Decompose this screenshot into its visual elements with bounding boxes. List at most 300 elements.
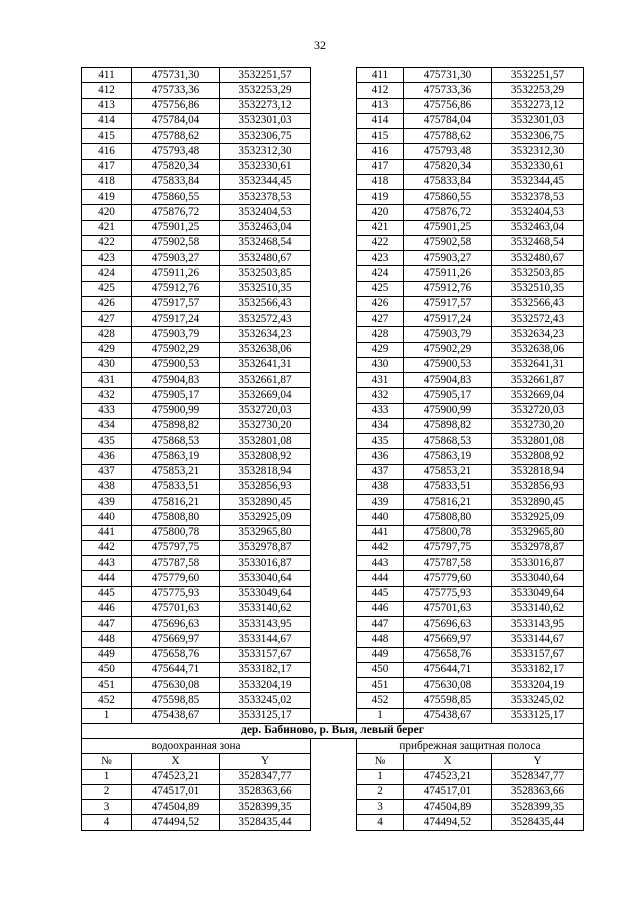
column-gap <box>311 388 357 403</box>
x-coordinate-cell: 475904,83 <box>404 373 492 388</box>
table-row <box>82 586 584 601</box>
x-coordinate-cell: 475438,67 <box>132 708 220 723</box>
x-coordinate-cell: 474494,52 <box>404 815 492 830</box>
point-number-cell: 423 <box>357 251 404 266</box>
column-header-number: № <box>82 754 132 769</box>
x-coordinate-cell: 475756,86 <box>132 98 220 113</box>
point-number-cell: 427 <box>357 312 404 327</box>
point-number-cell: 412 <box>357 83 404 98</box>
x-coordinate-cell: 475598,85 <box>404 693 492 708</box>
point-number-cell: 427 <box>82 312 132 327</box>
table-row <box>82 525 584 540</box>
point-number-cell: 443 <box>357 556 404 571</box>
x-coordinate-cell: 475779,60 <box>404 571 492 586</box>
y-coordinate-cell: 3533125,17 <box>220 708 311 723</box>
point-number-cell: 431 <box>82 373 132 388</box>
x-coordinate-cell: 475793,48 <box>132 144 220 159</box>
y-coordinate-cell: 3533049,64 <box>220 586 311 601</box>
point-number-cell: 414 <box>357 113 404 128</box>
column-gap <box>311 357 357 372</box>
y-coordinate-cell: 3532856,93 <box>220 479 311 494</box>
x-coordinate-cell: 475901,25 <box>132 220 220 235</box>
point-number-cell: 429 <box>82 342 132 357</box>
y-coordinate-cell: 3533040,64 <box>492 571 584 586</box>
y-coordinate-cell: 3532480,67 <box>492 251 584 266</box>
table-row <box>82 251 584 266</box>
y-coordinate-cell: 3532634,23 <box>220 327 311 342</box>
point-number-cell: 421 <box>357 220 404 235</box>
y-coordinate-cell: 3532330,61 <box>220 159 311 174</box>
y-coordinate-cell: 3532301,03 <box>492 113 584 128</box>
x-coordinate-cell: 474523,21 <box>404 769 492 784</box>
y-coordinate-cell: 3532330,61 <box>492 159 584 174</box>
column-gap <box>311 647 357 662</box>
table-row <box>82 403 584 418</box>
section-title: дер. Бабиново, р. Выя, левый берег <box>82 723 584 738</box>
point-number-cell: 432 <box>82 388 132 403</box>
column-gap <box>311 662 357 677</box>
point-number-cell: 447 <box>357 617 404 632</box>
point-number-cell: 4 <box>82 815 132 830</box>
point-number-cell: 424 <box>82 266 132 281</box>
column-gap <box>311 586 357 601</box>
point-number-cell: 422 <box>357 235 404 250</box>
x-coordinate-cell: 474517,01 <box>404 784 492 799</box>
point-number-cell: 414 <box>82 113 132 128</box>
x-coordinate-cell: 475911,26 <box>132 266 220 281</box>
y-coordinate-cell: 3532566,43 <box>492 296 584 311</box>
x-coordinate-cell: 475900,99 <box>404 403 492 418</box>
point-number-cell: 450 <box>82 662 132 677</box>
x-coordinate-cell: 475900,53 <box>404 357 492 372</box>
column-gap <box>311 98 357 113</box>
column-gap <box>311 784 357 799</box>
point-number-cell: 1 <box>357 708 404 723</box>
point-number-cell: 449 <box>82 647 132 662</box>
y-coordinate-cell: 3533245,02 <box>220 693 311 708</box>
y-coordinate-cell: 3528347,77 <box>220 769 311 784</box>
table-row <box>82 144 584 159</box>
point-number-cell: 3 <box>357 800 404 815</box>
y-coordinate-cell: 3532253,29 <box>220 83 311 98</box>
point-number-cell: 434 <box>357 418 404 433</box>
x-coordinate-cell: 475898,82 <box>404 418 492 433</box>
x-coordinate-cell: 475800,78 <box>132 525 220 540</box>
table-row <box>82 113 584 128</box>
y-coordinate-cell: 3533140,62 <box>220 601 311 616</box>
point-number-cell: 422 <box>82 235 132 250</box>
point-number-cell: 434 <box>82 418 132 433</box>
y-coordinate-cell: 3533049,64 <box>492 586 584 601</box>
table-row <box>82 769 584 784</box>
point-number-cell: 428 <box>357 327 404 342</box>
point-number-cell: 447 <box>82 617 132 632</box>
point-number-cell: 442 <box>82 540 132 555</box>
point-number-cell: 449 <box>357 647 404 662</box>
y-coordinate-cell: 3532661,87 <box>492 373 584 388</box>
x-coordinate-cell: 475863,19 <box>132 449 220 464</box>
column-gap <box>311 495 357 510</box>
column-gap <box>311 113 357 128</box>
y-coordinate-cell: 3533143,95 <box>220 617 311 632</box>
table-row <box>82 327 584 342</box>
point-number-cell: 450 <box>357 662 404 677</box>
point-number-cell: 431 <box>357 373 404 388</box>
point-number-cell: 445 <box>82 586 132 601</box>
x-coordinate-cell: 475912,76 <box>132 281 220 296</box>
table-row <box>82 190 584 205</box>
x-coordinate-cell: 475779,60 <box>132 571 220 586</box>
table-row <box>82 266 584 281</box>
y-coordinate-cell: 3532468,54 <box>492 235 584 250</box>
x-coordinate-cell: 475902,29 <box>404 342 492 357</box>
x-coordinate-cell: 475800,78 <box>404 525 492 540</box>
y-coordinate-cell: 3532378,53 <box>492 190 584 205</box>
x-coordinate-cell: 475630,08 <box>404 678 492 693</box>
y-coordinate-cell: 3532801,08 <box>492 434 584 449</box>
x-coordinate-cell: 475669,97 <box>404 632 492 647</box>
subtitle-row <box>82 739 584 754</box>
point-number-cell: 442 <box>357 540 404 555</box>
column-gap <box>311 235 357 250</box>
x-coordinate-cell: 475917,57 <box>404 296 492 311</box>
point-number-cell: 451 <box>82 678 132 693</box>
y-coordinate-cell: 3532572,43 <box>492 312 584 327</box>
table-row <box>82 495 584 510</box>
y-coordinate-cell: 3533245,02 <box>492 693 584 708</box>
y-coordinate-cell: 3532503,85 <box>492 266 584 281</box>
point-number-cell: 425 <box>357 281 404 296</box>
header-row <box>82 754 584 769</box>
column-gap <box>311 83 357 98</box>
column-gap <box>311 251 357 266</box>
x-coordinate-cell: 475833,84 <box>132 174 220 189</box>
column-gap <box>311 800 357 815</box>
point-number-cell: 415 <box>82 129 132 144</box>
table-row <box>82 678 584 693</box>
column-gap <box>311 754 357 769</box>
column-gap <box>311 190 357 205</box>
x-coordinate-cell: 475911,26 <box>404 266 492 281</box>
point-number-cell: 418 <box>82 174 132 189</box>
table-row <box>82 617 584 632</box>
y-coordinate-cell: 3532720,03 <box>492 403 584 418</box>
x-coordinate-cell: 475784,04 <box>132 113 220 128</box>
x-coordinate-cell: 475904,83 <box>132 373 220 388</box>
column-gap <box>311 373 357 388</box>
y-coordinate-cell: 3528399,35 <box>220 800 311 815</box>
x-coordinate-cell: 475788,62 <box>404 129 492 144</box>
point-number-cell: 441 <box>357 525 404 540</box>
column-gap <box>311 601 357 616</box>
x-coordinate-cell: 475868,53 <box>132 434 220 449</box>
x-coordinate-cell: 475902,58 <box>404 235 492 250</box>
point-number-cell: 437 <box>82 464 132 479</box>
x-coordinate-cell: 475793,48 <box>404 144 492 159</box>
x-coordinate-cell: 475917,24 <box>404 312 492 327</box>
column-gap <box>311 556 357 571</box>
point-number-cell: 419 <box>357 190 404 205</box>
column-gap <box>311 510 357 525</box>
x-coordinate-cell: 475701,63 <box>404 601 492 616</box>
table-row <box>82 174 584 189</box>
table-row <box>82 464 584 479</box>
column-gap <box>311 281 357 296</box>
x-coordinate-cell: 475903,27 <box>132 251 220 266</box>
point-number-cell: 446 <box>82 601 132 616</box>
point-number-cell: 451 <box>357 678 404 693</box>
y-coordinate-cell: 3532856,93 <box>492 479 584 494</box>
x-coordinate-cell: 475787,58 <box>404 556 492 571</box>
y-coordinate-cell: 3533157,67 <box>220 647 311 662</box>
point-number-cell: 446 <box>357 601 404 616</box>
column-header-y: Y <box>492 754 584 769</box>
y-coordinate-cell: 3533182,17 <box>220 662 311 677</box>
y-coordinate-cell: 3532634,23 <box>492 327 584 342</box>
y-coordinate-cell: 3533182,17 <box>492 662 584 677</box>
point-number-cell: 448 <box>82 632 132 647</box>
y-coordinate-cell: 3532641,31 <box>492 357 584 372</box>
y-coordinate-cell: 3532965,80 <box>220 525 311 540</box>
point-number-cell: 417 <box>357 159 404 174</box>
column-gap <box>311 769 357 784</box>
point-number-cell: 411 <box>357 68 404 83</box>
point-number-cell: 448 <box>357 632 404 647</box>
x-coordinate-cell: 475658,76 <box>404 647 492 662</box>
x-coordinate-cell: 475644,71 <box>404 662 492 677</box>
y-coordinate-cell: 3532510,35 <box>492 281 584 296</box>
x-coordinate-cell: 475903,27 <box>404 251 492 266</box>
table-row <box>82 556 584 571</box>
table-row <box>82 281 584 296</box>
x-coordinate-cell: 475808,80 <box>404 510 492 525</box>
y-coordinate-cell: 3532404,53 <box>220 205 311 220</box>
x-coordinate-cell: 475696,63 <box>404 617 492 632</box>
x-coordinate-cell: 475733,36 <box>132 83 220 98</box>
x-coordinate-cell: 475833,51 <box>404 479 492 494</box>
x-coordinate-cell: 475644,71 <box>132 662 220 677</box>
x-coordinate-cell: 475820,34 <box>132 159 220 174</box>
column-header-x: X <box>404 754 492 769</box>
x-coordinate-cell: 475438,67 <box>404 708 492 723</box>
y-coordinate-cell: 3528347,77 <box>492 769 584 784</box>
column-gap <box>311 312 357 327</box>
y-coordinate-cell: 3532306,75 <box>220 129 311 144</box>
table-row <box>82 662 584 677</box>
x-coordinate-cell: 475784,04 <box>404 113 492 128</box>
column-gap <box>311 418 357 433</box>
x-coordinate-cell: 475808,80 <box>132 510 220 525</box>
table-row <box>82 159 584 174</box>
x-coordinate-cell: 475833,84 <box>404 174 492 189</box>
y-coordinate-cell: 3533157,67 <box>492 647 584 662</box>
point-number-cell: 412 <box>82 83 132 98</box>
table-row <box>82 571 584 586</box>
y-coordinate-cell: 3532641,31 <box>220 357 311 372</box>
table-row <box>82 540 584 555</box>
point-number-cell: 445 <box>357 586 404 601</box>
column-gap <box>311 327 357 342</box>
column-gap <box>311 449 357 464</box>
x-coordinate-cell: 475917,57 <box>132 296 220 311</box>
y-coordinate-cell: 3532730,20 <box>220 418 311 433</box>
y-coordinate-cell: 3532312,30 <box>492 144 584 159</box>
x-coordinate-cell: 475731,30 <box>404 68 492 83</box>
point-number-cell: 433 <box>82 403 132 418</box>
point-number-cell: 438 <box>82 479 132 494</box>
x-coordinate-cell: 474523,21 <box>132 769 220 784</box>
x-coordinate-cell: 475902,29 <box>132 342 220 357</box>
column-gap <box>311 342 357 357</box>
point-number-cell: 1 <box>357 769 404 784</box>
y-coordinate-cell: 3533040,64 <box>220 571 311 586</box>
x-coordinate-cell: 475733,36 <box>404 83 492 98</box>
point-number-cell: 4 <box>357 815 404 830</box>
column-gap <box>311 815 357 830</box>
point-number-cell: 3 <box>82 800 132 815</box>
y-coordinate-cell: 3532510,35 <box>220 281 311 296</box>
column-gap <box>311 220 357 235</box>
y-coordinate-cell: 3532344,45 <box>492 174 584 189</box>
point-number-cell: 443 <box>82 556 132 571</box>
table-row <box>82 205 584 220</box>
y-coordinate-cell: 3532253,29 <box>492 83 584 98</box>
x-coordinate-cell: 475860,55 <box>132 190 220 205</box>
point-number-cell: 428 <box>82 327 132 342</box>
table-row <box>82 83 584 98</box>
point-number-cell: 411 <box>82 68 132 83</box>
point-number-cell: 433 <box>357 403 404 418</box>
table-row <box>82 632 584 647</box>
table-row <box>82 510 584 525</box>
point-number-cell: 416 <box>82 144 132 159</box>
x-coordinate-cell: 475787,58 <box>132 556 220 571</box>
y-coordinate-cell: 3532978,87 <box>220 540 311 555</box>
y-coordinate-cell: 3532801,08 <box>220 434 311 449</box>
point-number-cell: 439 <box>82 495 132 510</box>
y-coordinate-cell: 3532566,43 <box>220 296 311 311</box>
point-number-cell: 426 <box>82 296 132 311</box>
table-row <box>82 479 584 494</box>
point-number-cell: 425 <box>82 281 132 296</box>
x-coordinate-cell: 475902,58 <box>132 235 220 250</box>
x-coordinate-cell: 474494,52 <box>132 815 220 830</box>
column-header-number: № <box>357 754 404 769</box>
y-coordinate-cell: 3532273,12 <box>220 98 311 113</box>
x-coordinate-cell: 475898,82 <box>132 418 220 433</box>
coordinates-table <box>81 67 584 831</box>
page-number: 32 <box>314 38 326 52</box>
x-coordinate-cell: 475775,93 <box>132 586 220 601</box>
y-coordinate-cell: 3533204,19 <box>220 678 311 693</box>
y-coordinate-cell: 3532463,04 <box>220 220 311 235</box>
point-number-cell: 441 <box>82 525 132 540</box>
y-coordinate-cell: 3532480,67 <box>220 251 311 266</box>
y-coordinate-cell: 3532720,03 <box>220 403 311 418</box>
column-gap <box>311 174 357 189</box>
point-number-cell: 440 <box>82 510 132 525</box>
table-row <box>82 98 584 113</box>
point-number-cell: 1 <box>82 769 132 784</box>
y-coordinate-cell: 3532404,53 <box>492 205 584 220</box>
y-coordinate-cell: 3532301,03 <box>220 113 311 128</box>
x-coordinate-cell: 475903,79 <box>132 327 220 342</box>
column-gap <box>311 464 357 479</box>
x-coordinate-cell: 475701,63 <box>132 601 220 616</box>
point-number-cell: 435 <box>357 434 404 449</box>
table-row <box>82 235 584 250</box>
y-coordinate-cell: 3532890,45 <box>492 495 584 510</box>
table-row <box>82 357 584 372</box>
point-number-cell: 436 <box>357 449 404 464</box>
y-coordinate-cell: 3532808,92 <box>492 449 584 464</box>
x-coordinate-cell: 475775,93 <box>404 586 492 601</box>
x-coordinate-cell: 474517,01 <box>132 784 220 799</box>
point-number-cell: 437 <box>357 464 404 479</box>
table-row <box>82 434 584 449</box>
table-row <box>82 693 584 708</box>
point-number-cell: 424 <box>357 266 404 281</box>
y-coordinate-cell: 3532344,45 <box>220 174 311 189</box>
point-number-cell: 444 <box>82 571 132 586</box>
x-coordinate-cell: 475816,21 <box>132 495 220 510</box>
table-row <box>82 708 584 723</box>
x-coordinate-cell: 475900,99 <box>132 403 220 418</box>
y-coordinate-cell: 3532730,20 <box>492 418 584 433</box>
y-coordinate-cell: 3528363,66 <box>220 784 311 799</box>
table-row <box>82 296 584 311</box>
x-coordinate-cell: 475876,72 <box>404 205 492 220</box>
y-coordinate-cell: 3532273,12 <box>492 98 584 113</box>
y-coordinate-cell: 3532890,45 <box>220 495 311 510</box>
table-row <box>82 784 584 799</box>
point-number-cell: 418 <box>357 174 404 189</box>
x-coordinate-cell: 475630,08 <box>132 678 220 693</box>
y-coordinate-cell: 3532638,06 <box>220 342 311 357</box>
y-coordinate-cell: 3532378,53 <box>220 190 311 205</box>
x-coordinate-cell: 475731,30 <box>132 68 220 83</box>
table-row <box>82 647 584 662</box>
y-coordinate-cell: 3528363,66 <box>492 784 584 799</box>
x-coordinate-cell: 475912,76 <box>404 281 492 296</box>
x-coordinate-cell: 475905,17 <box>404 388 492 403</box>
column-header-x: X <box>132 754 220 769</box>
column-gap <box>311 540 357 555</box>
point-number-cell: 439 <box>357 495 404 510</box>
column-gap <box>311 129 357 144</box>
y-coordinate-cell: 3532468,54 <box>220 235 311 250</box>
point-number-cell: 420 <box>82 205 132 220</box>
coastal-protection-strip-label: прибрежная защитная полоса <box>357 739 584 754</box>
x-coordinate-cell: 475658,76 <box>132 647 220 662</box>
y-coordinate-cell: 3532638,06 <box>492 342 584 357</box>
column-gap <box>311 205 357 220</box>
x-coordinate-cell: 475756,86 <box>404 98 492 113</box>
section-title-row <box>82 723 584 738</box>
x-coordinate-cell: 475901,25 <box>404 220 492 235</box>
y-coordinate-cell: 3533125,17 <box>492 708 584 723</box>
point-number-cell: 2 <box>82 784 132 799</box>
point-number-cell: 426 <box>357 296 404 311</box>
y-coordinate-cell: 3533016,87 <box>220 556 311 571</box>
x-coordinate-cell: 475788,62 <box>132 129 220 144</box>
table-row <box>82 68 584 83</box>
point-number-cell: 420 <box>357 205 404 220</box>
column-gap <box>311 632 357 647</box>
column-gap <box>311 159 357 174</box>
point-number-cell: 430 <box>82 357 132 372</box>
point-number-cell: 435 <box>82 434 132 449</box>
